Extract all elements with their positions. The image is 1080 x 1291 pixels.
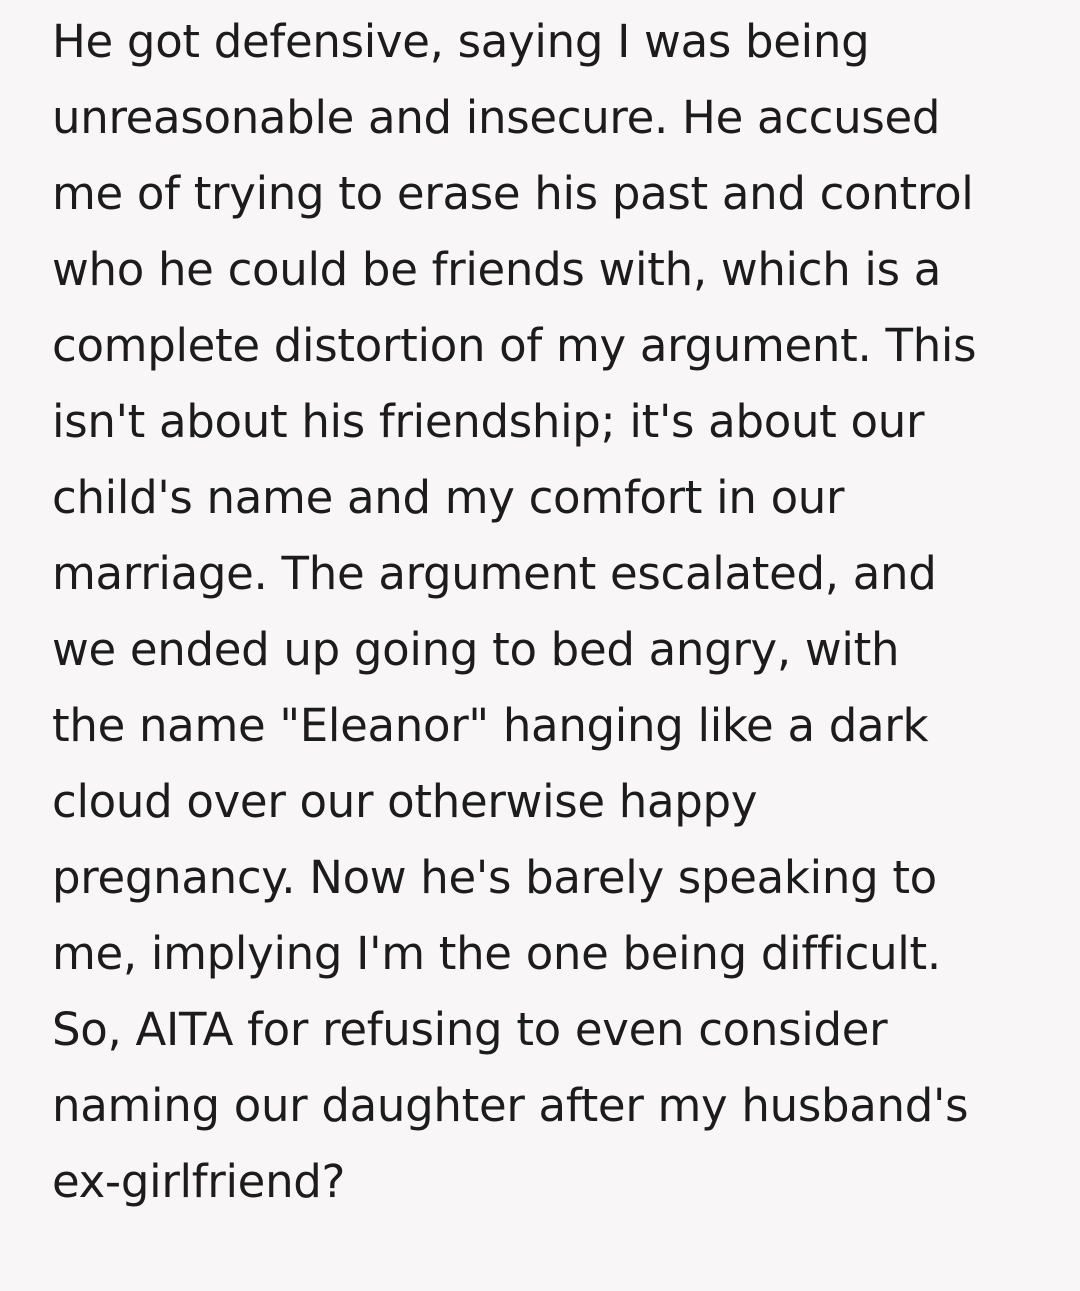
post-body-text xyxy=(52,4,1052,1220)
post-text-line: He got defensive, saying I was being xyxy=(52,15,870,68)
post-text-line: isn't about his friendship; it's about our xyxy=(52,395,925,448)
post-text-line: the name "Eleanor" hanging like a dark xyxy=(52,699,929,752)
post-text-line: pregnancy. Now he's barely speaking to xyxy=(52,851,937,904)
post-text-line: marriage. The argument escalated, and xyxy=(52,547,937,600)
post-text-line: So, AITA for refusing to even consider xyxy=(52,1003,888,1056)
post-text-line: ex-girlfriend? xyxy=(52,1155,346,1208)
post-text-line: we ended up going to bed angry, with xyxy=(52,623,900,676)
post-text-line: me of trying to erase his past and control xyxy=(52,167,974,220)
post-text-line: complete distortion of my argument. This xyxy=(52,319,977,372)
post-text-line: me, implying I'm the one being difficult. xyxy=(52,927,941,980)
post-text-line: naming our daughter after my husband's xyxy=(52,1079,969,1132)
post-text-line: unreasonable and insecure. He accused xyxy=(52,91,941,144)
post-text-line: who he could be friends with, which is a xyxy=(52,243,942,296)
post-text-line: child's name and my comfort in our xyxy=(52,471,845,524)
post-text-line: cloud over our otherwise happy xyxy=(52,775,758,828)
